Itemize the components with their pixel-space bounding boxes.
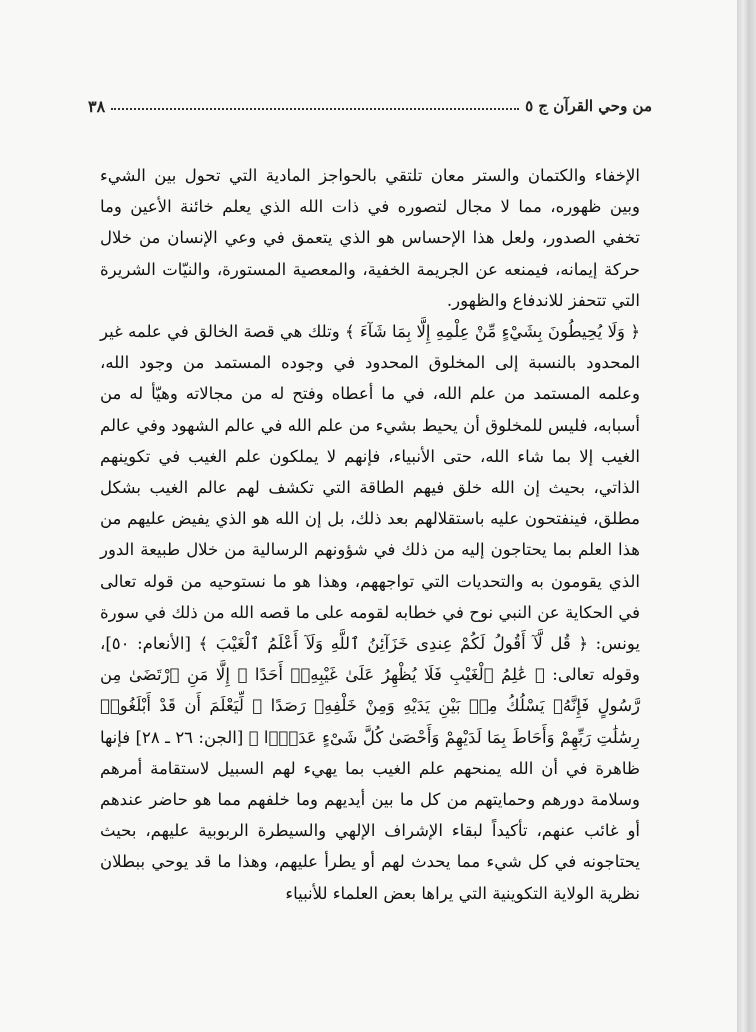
page-edge bbox=[738, 0, 756, 1032]
page-body bbox=[100, 160, 640, 909]
paragraph-1: الإخفاء والكتمان والستر معان تلتقي بالحواجز المادية التي تحول بين الشيء وبين ظهوره، مما لا مجال لتصوره في ذات الله الذي يعلم خائنة الأعين وما تخفي الصدور، ولعل هذا الإحساس هو الذي يتعمق في وعي الإنسان من خلال حركة إيمانه، فيمنعه عن الجريمة الخفية، والمعصية المستورة، والنيّات الشريرة التي تتحفز للاندفاع والظهور. bbox=[100, 166, 640, 310]
paragraph-2: ﴿ وَلَا يُحِيطُونَ بِشَيْءٍ مِّنْ عِلْمِهِ إِلَّا بِمَا شَآءَ ﴾ وتلك هي قصة الخالق في علمه غير المحدود بالنسبة إلى المخلوق المحدود في وجوده المستمد من وجود الله، وعلمه المستمد من علم الله، في ما أعطاه وفتح له من مجالاته وهيّأ له من أسبابه، فليس للمخلوق أن يحيط بشيء من علم الله في عالم الشهود وفي عالم الغيب إلا بما شاء الله، حتى الأنبياء، فإنهم لا يملكون علم الغيب في تكوينهم الذاتي، بحيث إن الله خلق فيهم الطاقة التي تكشف لهم عالم الغيب بشكل مطلق، فينفتحون عليه باستقلالهم بعد ذلك، بل إن الله هو الذي يفيض عليهم من هذا العلم بما يحتاجون إليه من ذلك في شؤونهم الرسالية من خلال طبيعة الدور الذي يقومون به والتحديات التي تواجههم، وهذا هو ما نستوحيه من قوله تعالى في الحكاية عن النبي نوح في خطابه لقومه على ما قصه الله من ذلك في سورة يونس: ﴿ قُل لَّآ أَقُولُ لَكُمْ عِندِى خَزَآئِنُ ٱللَّهِ وَلَآ أَعْلَمُ ٱلْغَيْبَ ﴾ [الأنعام: ٥٠]، وقوله تعالى: ﴿ عَٰلِمُ ٱلْغَيْبِ فَلَا يُظْهِرُ عَلَىٰ غَيْبِهِۦٓ أَحَدًا ۞ إِلَّا مَنِ ٱرْتَضَىٰ مِن رَّسُولٍ فَإِنَّهُۥ يَسْلُكُ مِنۢ بَيْنِ يَدَيْهِ وَمِنْ خَلْفِهِۦ رَصَدًا ۞ لِّيَعْلَمَ أَن قَدْ أَبْلَغُوا۟ رِسَٰلَٰتِ رَبِّهِمْ وَأَحَاطَ بِمَا لَدَيْهِمْ وَأَحْصَىٰ كُلَّ شَىْءٍ عَدَدًۢا ﴾ [الجن: ٢٦ ـ ٢٨] فإنها ظاهرة في أن الله يمنحهم علم الغيب بما يهيء لهم السبيل لاستقامة أمرهم وسلامة دورهم وحمايتهم من كل ما بين أيديهم وما خلفهم مما هو حاضر عندهم أو غائب عنهم، تأكيداً لبقاء الإشراف الإلهي والسيطرة الربوبية عليهم، بحيث يحتاجونه في كل شيء مما يحدث لهم أو يطرأ عليهم، وهذا ما قد يوحي ببطلان نظرية الولاية التكوينية التي يراها بعض العلماء للأنبياء bbox=[100, 322, 640, 903]
book-title: من وحي القرآن ج ٥ bbox=[525, 97, 652, 115]
header-dot-leader bbox=[111, 98, 519, 110]
running-header bbox=[88, 92, 652, 120]
page-number: ٣٨ bbox=[88, 96, 106, 116]
